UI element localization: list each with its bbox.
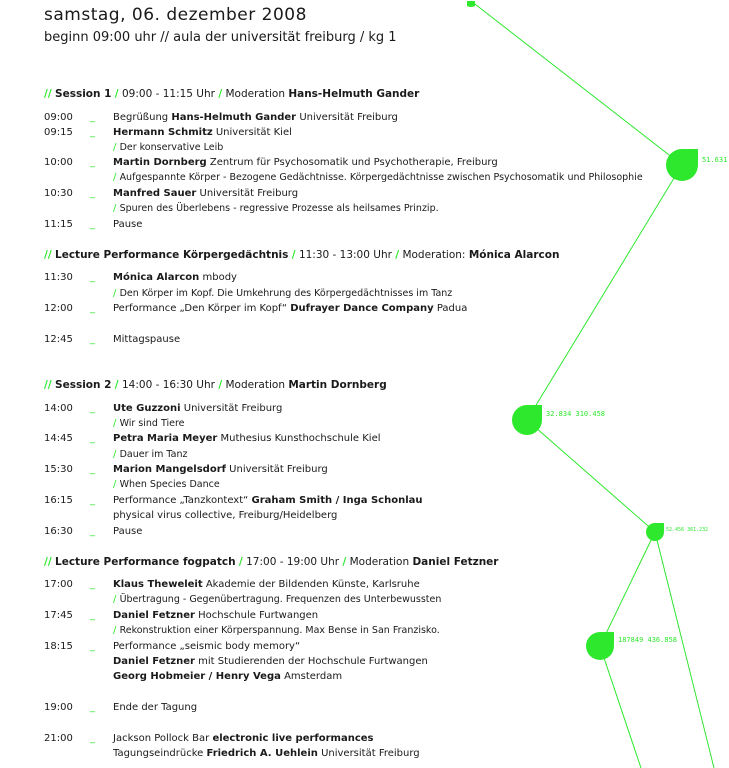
timeline-node-label: 32.834 310.458 <box>546 410 606 418</box>
program-row <box>0 495 729 509</box>
speaker-name: Marion Mangelsdorf <box>113 464 226 475</box>
program-row <box>0 464 729 478</box>
entry-text: Jackson Pollock Bar <box>113 733 210 744</box>
dash-marker: _ <box>90 334 95 345</box>
speaker-name: Martin Dornberg <box>113 157 207 168</box>
event-date: samstag, 06. dezember 2008 <box>44 5 307 25</box>
program-row <box>0 526 729 540</box>
affiliation: Zentrum für Psychosomatik und Psychotherapie, Freiburg <box>209 157 498 168</box>
affiliation: Amsterdam <box>284 671 343 682</box>
dash-marker: _ <box>90 188 95 199</box>
session-marker: // <box>44 88 52 100</box>
dash-marker: _ <box>90 433 95 444</box>
entry-text: Performance „Den Körper im Kopf“ <box>113 303 288 314</box>
talk-title: Übertragung - Gegenübertragung. Frequenzen des Unterbewussten <box>119 594 442 605</box>
entry-content <box>113 464 328 475</box>
session-title: Lecture Performance Körpergedächtnis <box>55 249 289 261</box>
entry-content <box>113 526 142 537</box>
session-title: Session 1 <box>55 88 112 100</box>
time-slot: 21:00 <box>44 733 73 744</box>
dash-marker: _ <box>90 219 95 230</box>
dash-marker: _ <box>90 464 95 475</box>
time-slot: 14:45 <box>44 433 73 444</box>
entry-content <box>113 142 223 153</box>
dash-marker: _ <box>90 641 95 652</box>
session-heading <box>44 556 498 568</box>
time-slot: 11:30 <box>44 272 73 283</box>
speaker-name: Dufrayer Dance Company <box>290 303 434 314</box>
talk-subtitle-row <box>0 288 729 302</box>
program-row <box>0 157 729 171</box>
affiliation: mbody <box>202 272 237 283</box>
entry-content <box>113 625 440 636</box>
entry-content <box>113 272 237 283</box>
entry-content <box>113 303 467 314</box>
subtitle-slash: / <box>113 288 117 299</box>
speaker-name: Petra Maria Meyer <box>113 433 218 444</box>
entry-content <box>113 656 428 667</box>
entry-content <box>113 579 420 590</box>
time-slot: 17:45 <box>44 610 73 621</box>
entry-content <box>113 702 197 713</box>
speaker-name: Hans-Helmuth Gander <box>171 112 297 123</box>
dash-marker: _ <box>90 403 95 414</box>
separator-slash: / <box>238 556 243 568</box>
program-row <box>0 641 729 655</box>
moderator-name: Daniel Fetzner <box>412 556 499 568</box>
session-time: 09:00 - 11:15 Uhr <box>121 88 215 100</box>
time-slot: 16:15 <box>44 495 73 506</box>
program-row <box>0 510 729 524</box>
entry-text: Pause <box>113 526 143 537</box>
program-row <box>0 127 729 141</box>
affiliation: Hochschule Furtwangen <box>198 610 319 621</box>
entry-content <box>113 334 180 345</box>
affiliation: Muthesius Kunsthochschule Kiel <box>220 433 381 444</box>
dash-marker: _ <box>90 610 95 621</box>
separator-slash: / <box>342 556 347 568</box>
moderator-name: Mónica Alarcon <box>468 249 560 261</box>
moderation-label: Moderation <box>225 88 285 100</box>
time-slot: 16:30 <box>44 526 73 537</box>
session-heading <box>44 88 419 100</box>
time-slot: 11:15 <box>44 219 73 230</box>
talk-subtitle-row <box>0 625 729 639</box>
speaker-name: Graham Smith / Inga Schonlau <box>251 495 423 506</box>
time-slot: 09:00 <box>44 112 73 123</box>
talk-title: Der konservative Leib <box>119 142 224 153</box>
affiliation: Universität Freiburg <box>183 403 283 414</box>
speaker-name: electronic live performances <box>212 733 374 744</box>
speaker-name: Georg Hobmeier / Henry Vega <box>113 671 281 682</box>
timeline-node-label: 187849 436.858 <box>618 636 678 644</box>
entry-content <box>113 671 342 682</box>
entry-content <box>113 127 292 138</box>
entry-content <box>113 449 187 460</box>
dash-marker: _ <box>90 495 95 506</box>
dash-marker: _ <box>90 272 95 283</box>
entry-text: Begrüßung <box>113 112 169 123</box>
speaker-name: Klaus Theweleit <box>113 579 203 590</box>
affiliation: Universität Freiburg <box>299 112 398 123</box>
talk-subtitle-row <box>0 594 729 608</box>
dash-marker: _ <box>90 157 95 168</box>
entry-content <box>113 219 142 230</box>
program-row <box>0 702 729 716</box>
subtitle-slash: / <box>113 142 117 153</box>
talk-title: Den Körper im Kopf. Die Umkehrung des Körpergedächtnisses im Tanz <box>119 288 453 299</box>
dash-marker: _ <box>90 702 95 713</box>
time-slot: 12:45 <box>44 334 73 345</box>
subtitle-slash: / <box>113 625 117 636</box>
speaker-name: Mónica Alarcon <box>113 272 200 283</box>
entry-text: Tagungseindrücke <box>113 748 204 759</box>
affiliation: Akademie der Bildenden Künste, Karlsruhe <box>205 579 420 590</box>
entry-content <box>113 748 420 759</box>
entry-content <box>113 112 398 123</box>
subtitle-slash: / <box>113 203 117 214</box>
entry-text: Ende der Tagung <box>113 702 198 713</box>
program-row <box>0 334 729 348</box>
time-slot: 15:30 <box>44 464 73 475</box>
talk-title: Aufgespannte Körper - Bezogene Gedächtnisse. Körpergedächtnisse zwischen Psychosomatik und Philosophie <box>119 172 643 183</box>
dash-marker: _ <box>90 303 95 314</box>
subtitle-slash: / <box>113 449 117 460</box>
program-row <box>0 656 729 670</box>
entry-content <box>113 610 318 621</box>
entry-content <box>113 641 300 652</box>
affiliation: Universität Freiburg <box>199 188 299 199</box>
session-heading <box>44 379 387 391</box>
program-row <box>0 303 729 317</box>
separator-slash: / <box>114 379 119 391</box>
separator-slash: / <box>218 88 223 100</box>
speaker-name: Manfred Sauer <box>113 188 197 199</box>
timeline-node-label: 51.631 <box>702 156 728 164</box>
timeline-node-label: 52.456 361.232 <box>666 527 709 533</box>
time-slot: 10:30 <box>44 188 73 199</box>
time-slot: 14:00 <box>44 403 73 414</box>
program-row <box>0 219 729 233</box>
entry-content <box>113 203 439 214</box>
time-slot: 17:00 <box>44 579 73 590</box>
subtitle-slash: / <box>113 479 117 490</box>
program-row <box>0 610 729 624</box>
talk-title: Wir sind Tiere <box>119 418 185 429</box>
time-slot: 12:00 <box>44 303 73 314</box>
program-row <box>0 433 729 447</box>
session-time: 11:30 - 13:00 Uhr <box>298 249 392 261</box>
entry-content <box>113 418 185 429</box>
time-slot: 19:00 <box>44 702 73 713</box>
entry-text: Pause <box>113 219 143 230</box>
session-title: Session 2 <box>55 379 112 391</box>
speaker-name: Daniel Fetzner <box>113 610 195 621</box>
entry-content <box>113 479 220 490</box>
speaker-name: Ute Guzzoni <box>113 403 181 414</box>
entry-text: Performance „Tanzkontext“ <box>113 495 249 506</box>
talk-title: Spuren des Überlebens - regressive Prozesse als heilsames Prinzip. <box>119 203 439 214</box>
affiliation: Universität Freiburg <box>229 464 328 475</box>
affiliation: Universität Freiburg <box>321 748 420 759</box>
session-time: 17:00 - 19:00 Uhr <box>246 556 340 568</box>
entry-content <box>113 733 374 744</box>
moderator-name: Martin Dornberg <box>288 379 387 391</box>
talk-title: Dauer im Tanz <box>119 449 188 460</box>
separator-slash: / <box>291 249 296 261</box>
entry-text: Performance „seismic body memory“ <box>113 641 301 652</box>
speaker-name: Hermann Schmitz <box>113 127 213 138</box>
program-row <box>0 188 729 202</box>
subtitle-slash: / <box>113 172 117 183</box>
affiliation: Padua <box>436 303 468 314</box>
entry-content <box>113 433 381 444</box>
session-heading <box>44 249 559 261</box>
affiliation: mit Studierenden der Hochschule Furtwangen <box>198 656 428 667</box>
dash-marker: _ <box>90 127 95 138</box>
entry-content <box>113 172 643 183</box>
session-marker: // <box>44 379 52 391</box>
separator-slash: / <box>218 379 223 391</box>
program-row <box>0 579 729 593</box>
talk-subtitle-row <box>0 449 729 463</box>
entry-content <box>113 594 441 605</box>
entry-content <box>113 188 298 199</box>
entry-content <box>113 288 452 299</box>
program-row <box>0 748 729 762</box>
dash-marker: _ <box>90 733 95 744</box>
dash-marker: _ <box>90 526 95 537</box>
subtitle-slash: / <box>113 594 117 605</box>
talk-subtitle-row <box>0 418 729 432</box>
moderation-label: Moderation <box>349 556 410 568</box>
entry-text: Mittagspause <box>113 334 181 345</box>
program-row <box>0 403 729 417</box>
talk-title: When Species Dance <box>119 479 220 490</box>
talk-subtitle-row <box>0 172 729 186</box>
time-slot: 10:00 <box>44 157 73 168</box>
program-row <box>0 671 729 685</box>
dash-marker: _ <box>90 112 95 123</box>
event-venue: beginn 09:00 uhr // aula der universität freiburg / kg 1 <box>44 30 397 45</box>
program-row <box>0 733 729 747</box>
entry-text: physical virus collective, Freiburg/Heidelberg <box>113 510 338 521</box>
program-row <box>0 112 729 126</box>
program-row <box>0 272 729 286</box>
moderator-name: Hans-Helmuth Gander <box>288 88 420 100</box>
moderation-label: Moderation <box>225 379 285 391</box>
moderation-label: Moderation: <box>402 249 466 261</box>
separator-slash: / <box>395 249 400 261</box>
session-marker: // <box>44 556 52 568</box>
time-slot: 18:15 <box>44 641 73 652</box>
talk-subtitle-row <box>0 479 729 493</box>
entry-content <box>113 157 498 168</box>
affiliation: Universität Kiel <box>215 127 292 138</box>
dash-marker: _ <box>90 579 95 590</box>
session-title: Lecture Performance fogpatch <box>55 556 236 568</box>
session-time: 14:00 - 16:30 Uhr <box>121 379 215 391</box>
talk-subtitle-row <box>0 203 729 217</box>
separator-slash: / <box>114 88 119 100</box>
speaker-name: Daniel Fetzner <box>113 656 195 667</box>
time-slot: 09:15 <box>44 127 73 138</box>
entry-content <box>113 403 282 414</box>
talk-subtitle-row <box>0 142 729 156</box>
speaker-name: Friedrich A. Uehlein <box>206 748 318 759</box>
talk-title: Rekonstruktion einer Körperspannung. Max Bense in San Franzisko. <box>119 625 440 636</box>
entry-content <box>113 495 423 506</box>
subtitle-slash: / <box>113 418 117 429</box>
session-marker: // <box>44 249 52 261</box>
entry-content <box>113 510 337 521</box>
